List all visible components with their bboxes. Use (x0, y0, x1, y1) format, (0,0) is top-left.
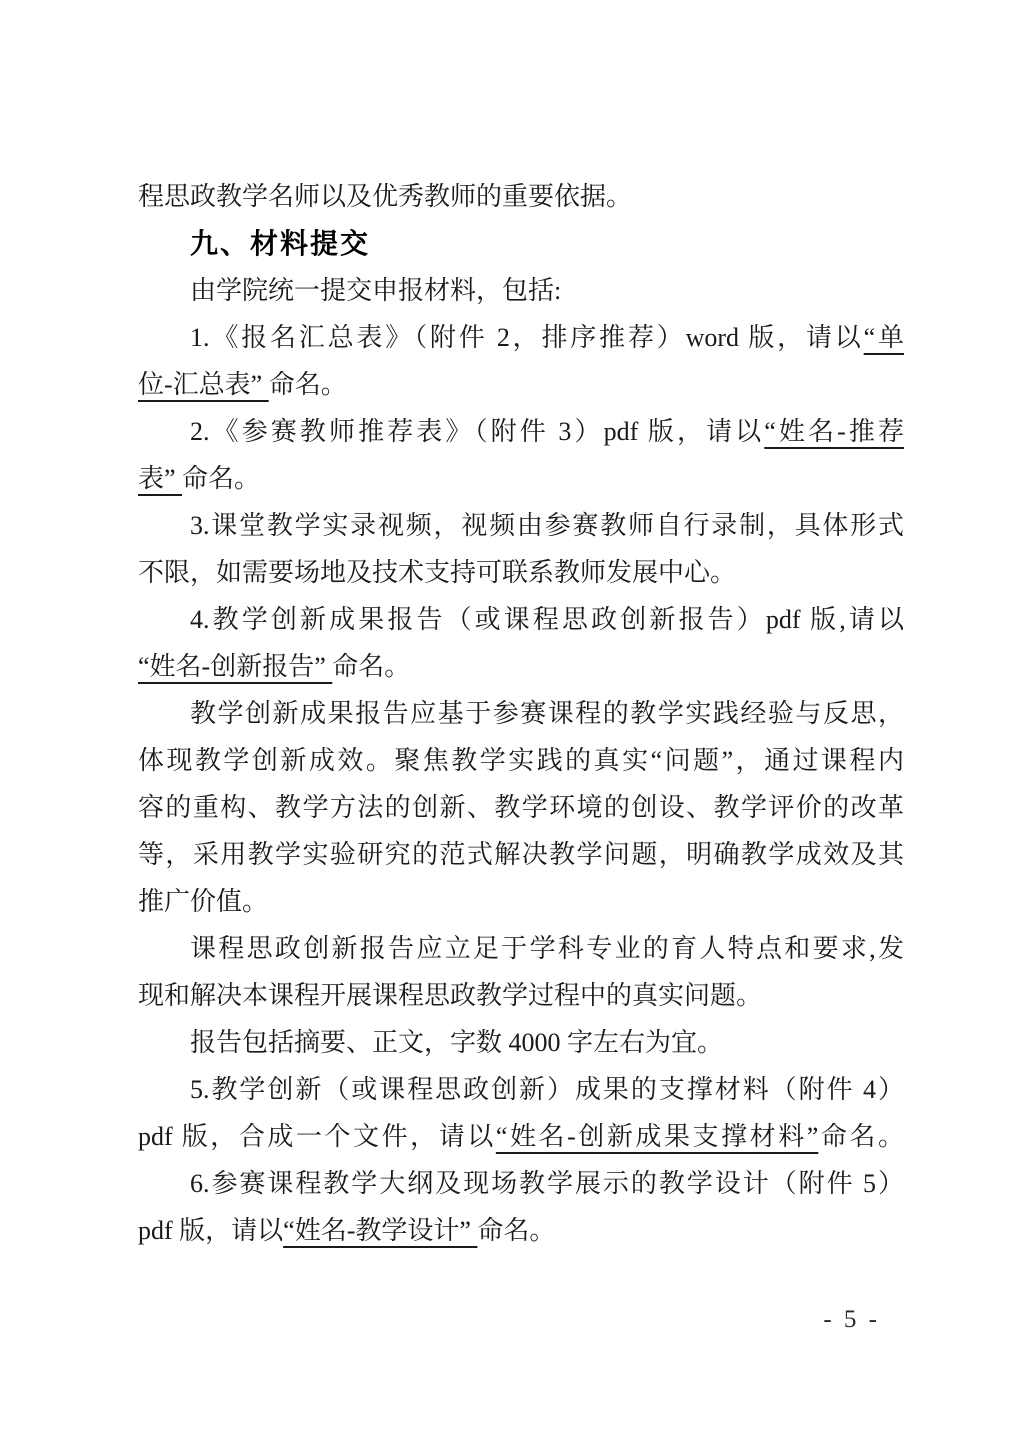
text-segment: 不限，如需要场地及技术支持可联系教师发展中心。 (138, 558, 737, 587)
text-segment: 容的重构、教学方法的创新、教学环境的创设、教学评价的改革 (138, 793, 904, 822)
text-line (138, 784, 904, 831)
text-segment: 2.《参赛教师推荐表》（附件 3）pdf 版，请以 (190, 417, 765, 446)
text-line (138, 737, 904, 784)
text-segment: 1.《报名汇总表》（附件 2，排序推荐）word 版，请以 (190, 323, 864, 352)
document-body (138, 173, 904, 1254)
text-line (138, 643, 904, 690)
text-line (138, 173, 904, 220)
text-line (138, 361, 904, 408)
text-line (138, 1066, 904, 1113)
text-segment: 报告包括摘要、正文，字数 4000 字左右为宜。 (190, 1028, 724, 1057)
text-line (138, 1207, 904, 1254)
text-segment: 5.教学创新（或课程思政创新）成果的支撑材料（附件 4） (190, 1075, 904, 1104)
underlined-filename-text: “姓名-推荐 (764, 417, 904, 446)
text-segment: 4.教学创新成果报告（或课程思政创新报告）pdf 版,请以 (190, 605, 904, 634)
text-segment: 命名。 (332, 652, 411, 681)
text-segment: 等，采用教学实验研究的范式解决教学问题，明确教学成效及其 (138, 840, 904, 869)
text-line (138, 1019, 904, 1066)
text-line (138, 878, 904, 925)
text-line (138, 925, 904, 972)
text-line (138, 314, 904, 361)
text-line (138, 455, 904, 502)
section-heading (138, 220, 904, 267)
underlined-filename-text: “姓名-教学设计” (283, 1216, 478, 1245)
text-segment: 命名。 (182, 464, 261, 493)
text-segment: 6.参赛课程教学大纲及现场教学展示的教学设计（附件 5） (190, 1169, 904, 1198)
text-segment: 命名。 (477, 1216, 556, 1245)
text-segment: 体现教学创新成效。聚焦教学实践的真实“问题”，通过课程内 (138, 746, 904, 775)
underlined-filename-text: “姓名-创新成果支撑材料” (495, 1122, 819, 1151)
text-line (138, 267, 904, 314)
text-line (138, 831, 904, 878)
underlined-filename-text: “姓名-创新报告” (138, 652, 333, 681)
text-segment: 程思政教学名师以及优秀教师的重要依据。 (138, 182, 633, 211)
text-line (138, 596, 904, 643)
text-segment: 九、材料提交 (190, 228, 371, 259)
text-line (138, 502, 904, 549)
text-segment: pdf 版，合成一个文件，请以 (138, 1122, 496, 1151)
text-segment: 课程思政创新报告应立足于学科专业的育人特点和要求,发 (190, 934, 904, 963)
text-line (138, 1113, 904, 1160)
text-line (138, 408, 904, 455)
text-segment: 命名。 (268, 370, 347, 399)
text-segment: 推广价值。 (138, 887, 269, 916)
text-line (138, 972, 904, 1019)
underlined-filename-text: “单 (863, 323, 905, 352)
text-segment: 由学院统一提交申报材料，包括: (190, 276, 562, 305)
text-segment: 命名。 (818, 1122, 904, 1151)
text-segment: 教学创新成果报告应基于参赛课程的教学实践经验与反思， (190, 699, 904, 728)
text-segment: 3.课堂教学实录视频，视频由参赛教师自行录制，具体形式 (190, 511, 904, 540)
text-line (138, 1160, 904, 1207)
text-segment: pdf 版，请以 (138, 1216, 284, 1245)
text-segment: 现和解决本课程开展课程思政教学过程中的真实问题。 (138, 981, 763, 1010)
underlined-filename-text: 位-汇总表” (138, 370, 269, 399)
text-line (138, 690, 904, 737)
page-number: - 5 - (823, 1306, 880, 1333)
text-line (138, 549, 904, 596)
underlined-filename-text: 表” (138, 464, 183, 493)
